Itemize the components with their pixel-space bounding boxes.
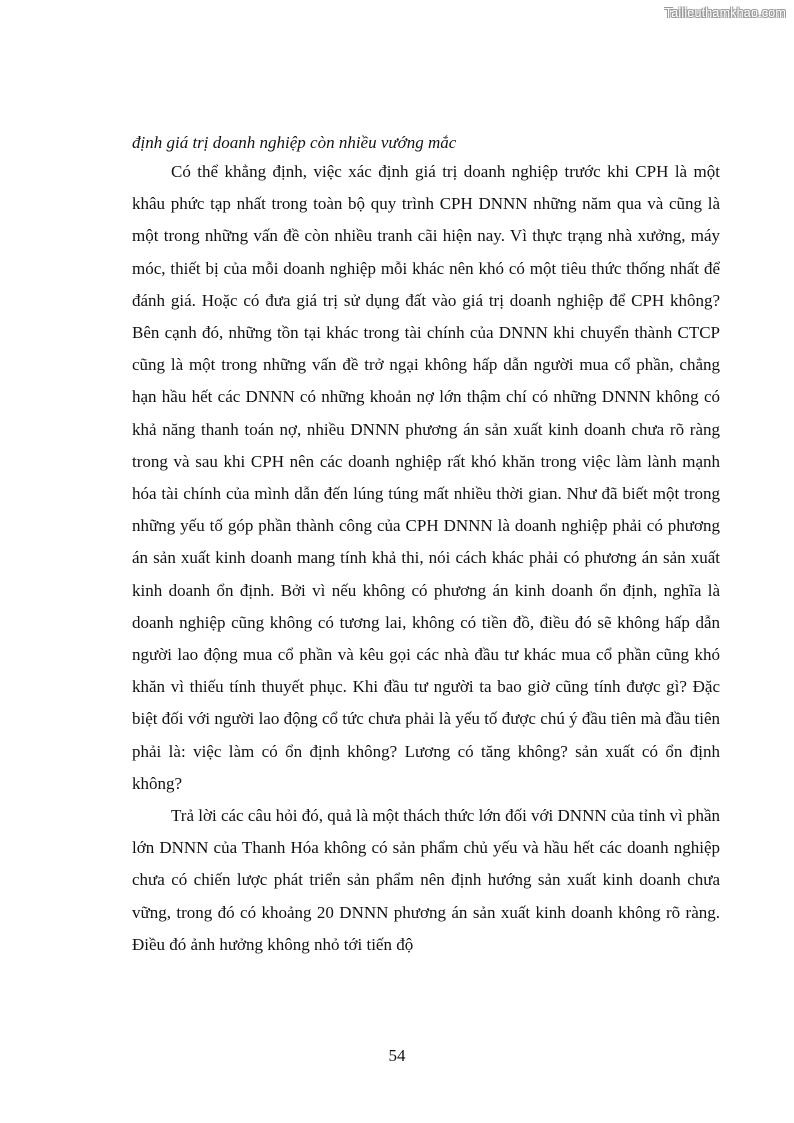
page-number: 54	[388, 1046, 406, 1065]
section-heading: định giá trị doanh nghiệp còn nhiều vướng mắc	[132, 133, 457, 152]
paragraph: Trả lời các câu hỏi đó, quả là một thách thức lớn đối với DNNN của tỉnh vì phần lớn DNNN của Thanh Hóa không có sản phẩm chủ yếu và hầu hết các doanh nghiệp chưa có chiến lược phát triển sản phẩm nên định hướng sản xuất kinh doanh chưa vững, trong đó có khoảng 20 DNNN phương án sản xuất kinh doanh không rõ ràng. Điều đó ảnh hưởng không nhỏ tới tiến độ	[132, 806, 720, 954]
page-body	[132, 130, 720, 961]
paragraph: Có thể khẳng định, việc xác định giá trị doanh nghiệp trước khi CPH là một khâu phức tạp nhất trong toàn bộ quy trình CPH DNNN những năm qua và cũng là một trong những vấn đề còn nhiều tranh cãi hiện nay. Vì thực trạng nhà xưởng, máy móc, thiết bị của mỗi doanh nghiệp mỗi khác nên khó có một tiêu thức thống nhất để đánh giá. Hoặc có đưa giá trị sử dụng đất vào giá trị doanh nghiệp để CPH không? Bên cạnh đó, những tồn tại khác trong tài chính của DNNN khi chuyển thành CTCP cũng là một trong những vấn đề trở ngại không hấp dẫn người mua cổ phần, chẳng hạn hầu hết các DNNN có những khoản nợ lớn thậm chí có những DNNN không có khả năng thanh toán nợ, nhiều DNNN phương án sản xuất kinh doanh chưa rõ ràng trong và sau khi CPH nên các doanh nghiệp rất khó khăn trong việc làm lành mạnh hóa tài chính của mình dẫn đến lúng túng mất nhiều thời gian. Như đã biết một trong những yếu tố góp phần thành công của CPH DNNN là doanh nghiệp phải có phương án sản xuất kinh doanh mang tính khả thi, nói cách khác phải có phương án sản xuất kinh doanh ổn định. Bởi vì nếu không có phương án kinh doanh ổn định, nghĩa là doanh nghiệp cũng không có tương lai, không có tiền đồ, điều đó sẽ không hấp dẫn người lao động mua cổ phần và kêu gọi các nhà đầu tư khác mua cổ phần cũng khó khăn vì thiếu tính thuyết phục. Khi đầu tư người ta bao giờ cũng tính được gì? Đặc biệt đối với người lao động cổ tức chưa phải là yếu tố được chú ý đầu tiên mà đầu tiên phải là: việc làm có ổn định không? Lương có tăng không? sản xuất có ổn định không?	[132, 162, 720, 793]
watermark-text: Tailieuthamkhao.com	[664, 6, 786, 20]
